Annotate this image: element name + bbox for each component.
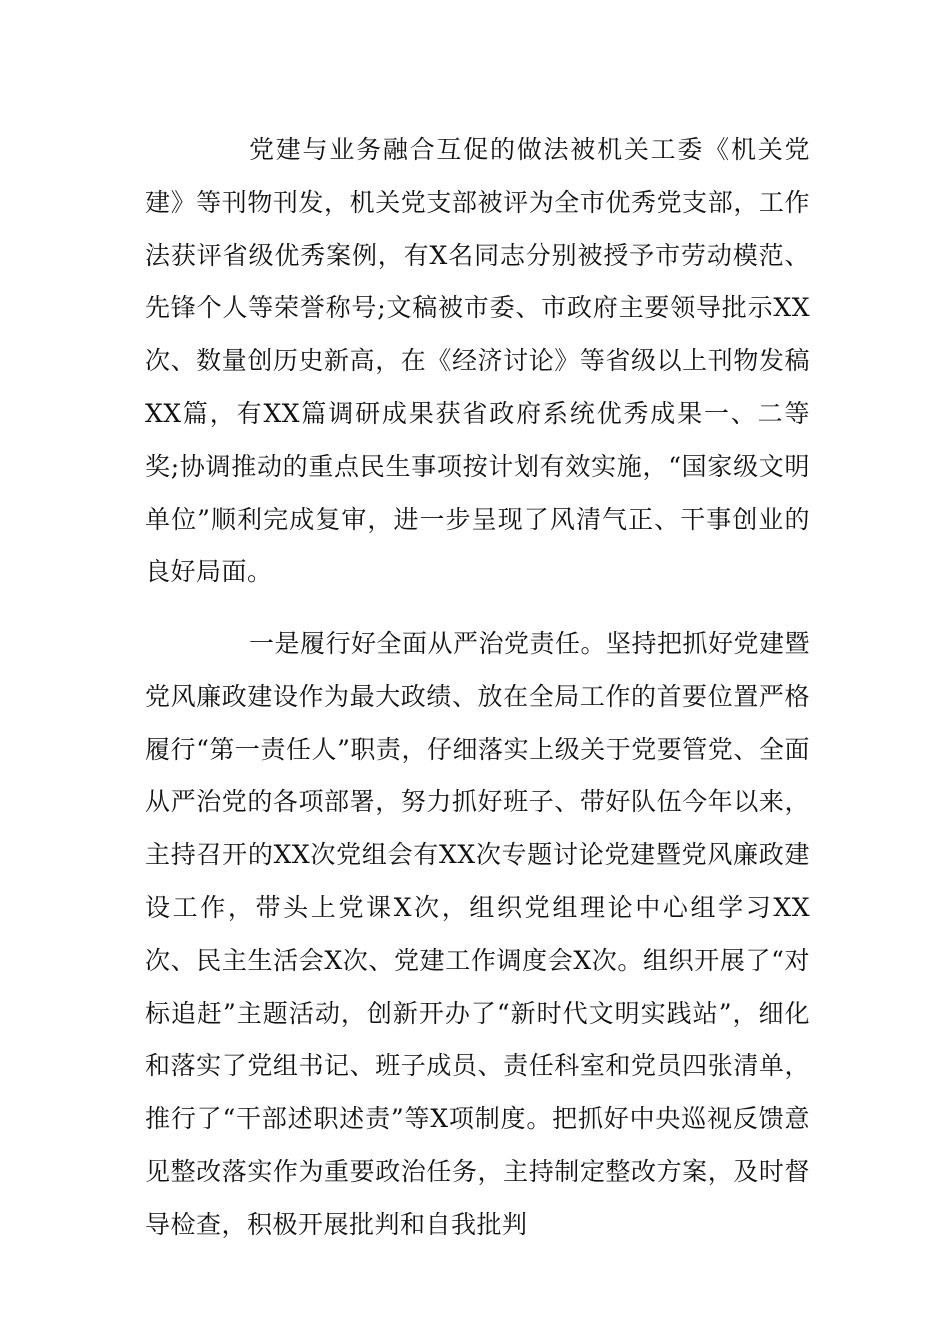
body-paragraph-2: 一是履行好全面从严治党责任。坚持把抓好党建暨党风廉政建设作为最大政绩、放在全局工作的首要位置严格履行“第一责任人”职责，仔细落实上级关于党要管党、全面从严治党的各项部署，努力抓好班子、带好队伍今年以来，主持召开的XX次党组会有XX次专题讨论党建暨党风廉政建设工作，带头上党课X次，组织党组理论中心组学习XX次、民主生活会X次、党建工作调度会X次。组织开展了“对标追赶”主题活动，创新开办了“新时代文明实践站”，细化和落实了党组书记、班子成员、责任科室和党员四张清单，推行了“干部述职述责”等X项制度。把抓好中央巡视反馈意见整改落实作为重要政治任务，主持制定整改方案，及时督导检查，积极开展批判和自我批判 bbox=[145, 629, 811, 1239]
body-paragraph-1: 党建与业务融合互促的做法被机关工委《机关党建》等刊物刊发，机关党支部被评为全市优秀党支部，工作法获评省级优秀案例，有X名同志分别被授予市劳动模范、先锋个人等荣誉称号;文稿被市委、市政府主要领导批示XX次、数量创历史新高，在《经济讨论》等省级以上刊物发稿XX篇，有XX篇调研成果获省政府系统优秀成果一、二等奖;协调推动的重点民生事项按计划有效实施，“国家级文明单位”顺利完成复审，进一步呈现了风清气正、干事创业的良好局面。 bbox=[145, 135, 810, 587]
